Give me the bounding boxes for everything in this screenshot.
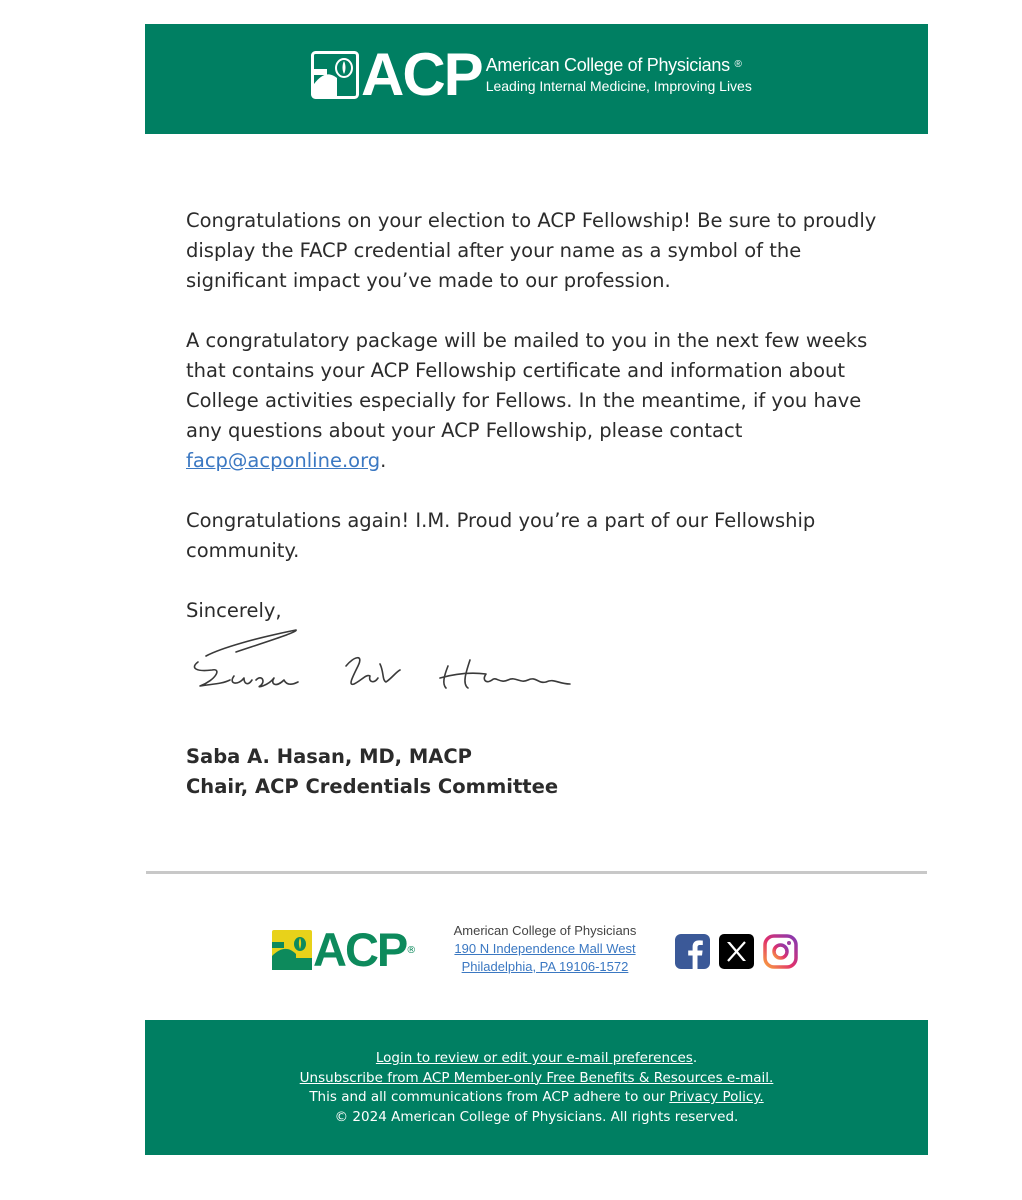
paragraph-congratulations: Congratulations on your election to ACP Fellowship! Be sure to proudly display the FACP credential after your name as a symbol of the significant impact you’ve made to our profession. — [186, 209, 877, 292]
email-header — [145, 24, 928, 134]
registered-mark: ® — [734, 59, 742, 70]
email-body — [186, 206, 896, 802]
footer-contact-area — [145, 904, 928, 1014]
address-line2-link[interactable]: Philadelphia, PA 19106-1572 — [461, 959, 629, 974]
footer-address — [447, 922, 643, 976]
preferences-link[interactable]: Login to review or edit your e-mail preferences — [375, 1050, 693, 1066]
footer-divider — [146, 871, 927, 874]
signer-block — [186, 742, 896, 802]
instagram-icon[interactable] — [763, 934, 798, 969]
acp-color-emblem-icon — [272, 930, 312, 970]
signer-title: Chair, ACP Credentials Committee — [186, 775, 559, 798]
paragraph-closing: Congratulations again! I.M. Proud you’re a part of our Fellowship community. — [186, 509, 816, 562]
email-container — [145, 24, 928, 1125]
x-icon[interactable] — [719, 934, 754, 969]
acp-footer-logo[interactable] — [272, 923, 417, 976]
contact-email-link[interactable]: facp@acponline.org — [186, 449, 381, 472]
header-logo-wordmark — [486, 54, 752, 96]
paragraph-package: A congratulatory package will be mailed to you in the next few weeks that contains your ACP Fellowship certificate and information about College activities especially for Fellows. In the meantime, if you have any questions about your ACP Fellowship, please contact facp@acponline.org. — [186, 329, 868, 472]
footer-legal — [145, 1020, 928, 1155]
signature-image — [186, 626, 586, 706]
address-line1-link[interactable]: 190 N Independence Mall West — [454, 941, 636, 956]
facebook-icon[interactable] — [675, 934, 710, 969]
privacy-policy-link[interactable]: Privacy Policy. — [669, 1089, 764, 1105]
social-links — [675, 934, 798, 969]
unsubscribe-link[interactable]: Unsubscribe from ACP Member-only Free Benefits & Resources e-mail. — [299, 1069, 774, 1086]
header-tagline: Leading Internal Medicine, Improving Lives — [485, 78, 752, 94]
closing-salutation: Sincerely, — [186, 599, 282, 622]
acp-header-logo[interactable] — [311, 41, 752, 108]
footer-registered-mark: ® — [406, 944, 417, 956]
copyright-line: © 2024 American College of Physicians. All rights reserved. — [334, 1108, 739, 1125]
header-logo-text: ACP — [361, 41, 482, 108]
preferences-line: Login to review or edit your e-mail preferences. — [375, 1050, 698, 1066]
signer-name: Saba A. Hasan, MD, MACP — [186, 745, 472, 768]
header-org-name: American College of Physicians ® — [485, 55, 742, 75]
footer-logo-text: ACP — [313, 923, 407, 976]
unsubscribe-line — [145, 1069, 928, 1089]
footer-org-name: American College of Physicians — [453, 923, 637, 938]
policy-line: This and all communications from ACP adhere to our Privacy Policy. — [309, 1089, 764, 1105]
acp-emblem-icon — [311, 51, 359, 99]
